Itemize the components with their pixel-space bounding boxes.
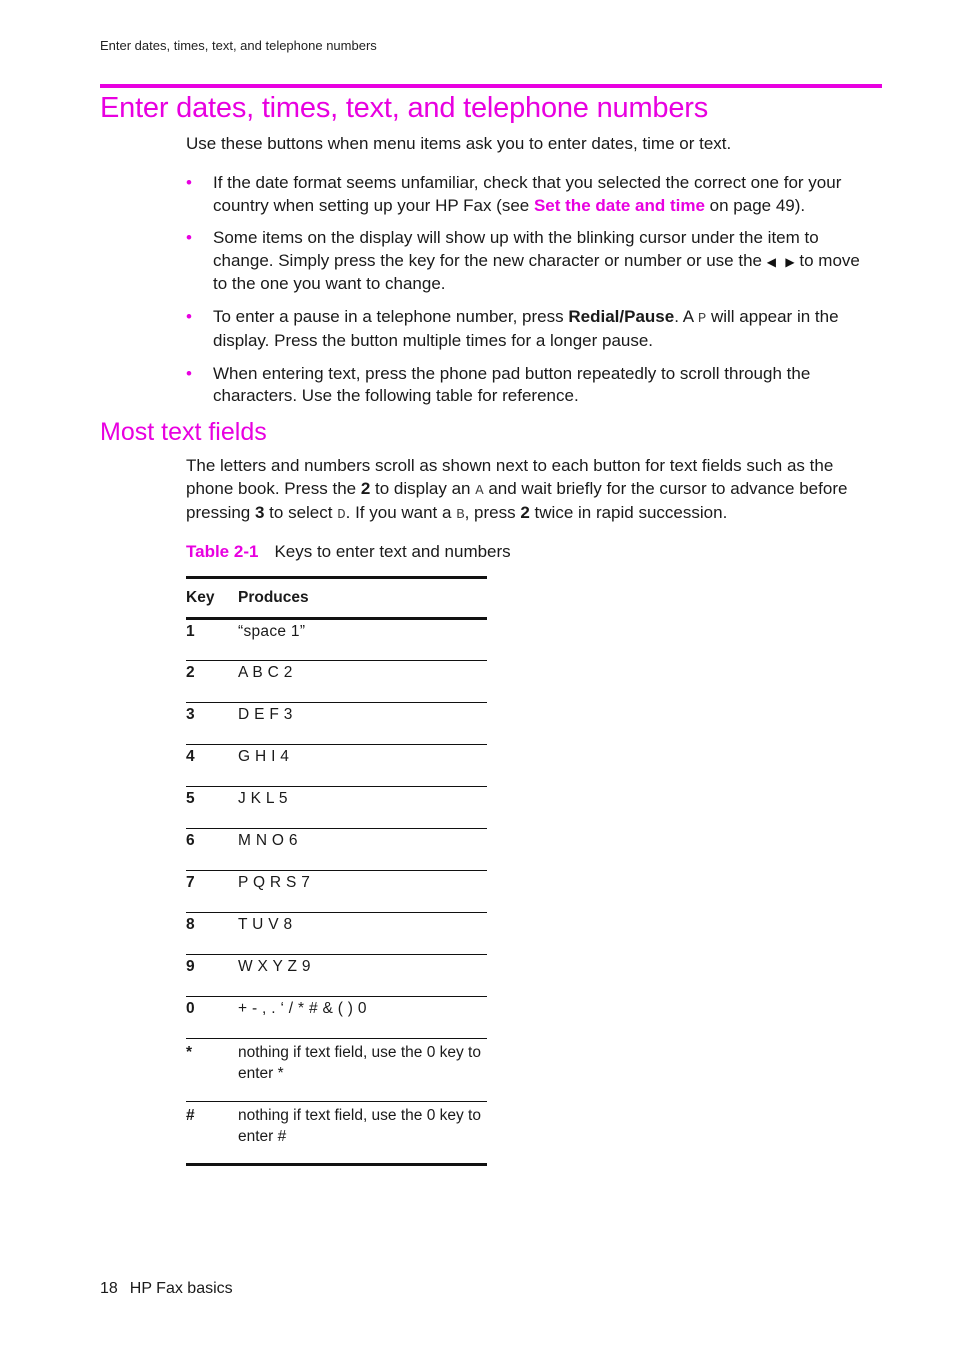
key-cell: 1 (186, 623, 195, 640)
bullet-text: on page 49). (704, 195, 806, 215)
list-item (186, 363, 878, 408)
produces-cell: P Q R S 7 (238, 874, 311, 891)
text-run: . If you want a (345, 503, 457, 522)
bullet-text: When entering text, press the phone pad button repeatedly to scroll through the characters. Use the following table for reference. (213, 363, 811, 405)
key-cell: 0 (186, 1000, 195, 1017)
running-header: Enter dates, times, text, and telephone numbers (100, 38, 377, 53)
set-date-time-link[interactable]: Set the date and time (533, 195, 705, 215)
key-cell: 8 (186, 916, 195, 933)
text-run: , press (464, 503, 521, 522)
key-cell: # (186, 1107, 195, 1124)
section-heading: Most text fields (100, 418, 267, 446)
page-footer (100, 1280, 233, 1298)
keys-table (186, 576, 487, 1166)
produces-cell: A B C 2 (238, 664, 293, 681)
table-caption (186, 542, 511, 562)
bullet-text: To enter a pause in a telephone number, press (213, 306, 569, 326)
produces-cell: nothing if text field, use the 0 key to enter # (238, 1107, 481, 1145)
produces-cell: T U V 8 (238, 916, 293, 933)
key-cell: 2 (186, 664, 195, 681)
bullet-text: If the date format seems unfamiliar, check that you selected the correct one for your country when setting up your HP Fax (see (213, 173, 842, 215)
bullet-text: Some items on the display will show up with the blinking cursor under the item to change. Simply press the key for the new character or number or use the (213, 228, 819, 270)
page-title: Enter dates, times, text, and telephone numbers (100, 92, 709, 124)
bullet-icon: • (186, 173, 192, 192)
section-paragraph (186, 455, 866, 527)
redial-pause-label: Redial/Pause (568, 306, 675, 326)
text-run: The letters and numbers scroll as shown next to each button for text fields such as the phone book. Press the (186, 456, 834, 498)
table-row (186, 913, 487, 955)
char-code: A (475, 482, 484, 499)
produces-cell: nothing if text field, use the 0 key to enter * (238, 1044, 481, 1082)
key-cell: 3 (186, 706, 195, 723)
arrow-right-icon: ▶ (785, 254, 795, 269)
bullet-icon: • (186, 306, 192, 326)
key-cell: 5 (186, 790, 195, 807)
table-row (186, 1039, 487, 1102)
table-row (186, 829, 487, 871)
bullet-text: to move to the one you want to change. (213, 250, 860, 293)
produces-cell: D E F 3 (238, 706, 293, 723)
key-label: 3 (254, 503, 265, 522)
text-run: to select (264, 503, 338, 522)
bullet-icon: • (186, 228, 192, 247)
table-row (186, 1102, 487, 1165)
produces-cell: M N O 6 (238, 832, 298, 849)
key-cell: * (186, 1044, 193, 1061)
arrow-left-icon: ◀ (766, 254, 776, 269)
key-label: 2 (360, 478, 371, 498)
bullet-text: . A (674, 306, 698, 326)
key-label: 2 (520, 503, 530, 522)
produces-cell: “space 1” (238, 623, 306, 640)
list-item (186, 227, 878, 296)
text-run: to display an (370, 478, 476, 498)
footer-section: HP Fax basics (129, 1280, 233, 1297)
table-caption-label: Table 2-1 (186, 542, 259, 561)
text-run: and wait briefly for the cursor to advance before pressing (186, 478, 848, 522)
bullet-list (186, 172, 878, 418)
text-run: twice in rapid succession. (529, 503, 728, 522)
table-caption-text: Keys to enter text and numbers (274, 542, 511, 561)
table-row (186, 745, 487, 787)
char-code: B (456, 507, 465, 523)
bullet-icon: • (186, 363, 192, 383)
list-item (186, 306, 878, 353)
table-row (186, 871, 487, 913)
produces-cell: J K L 5 (238, 790, 288, 807)
list-item (186, 172, 878, 217)
table-row (186, 955, 487, 997)
table-row (186, 661, 487, 703)
produces-cell: W X Y Z 9 (238, 958, 311, 975)
intro-paragraph: Use these buttons when menu items ask you to enter dates, time or text. (186, 134, 732, 153)
char-code: D (337, 507, 346, 523)
key-cell: 9 (186, 958, 195, 975)
table-row (186, 619, 487, 661)
table-row (186, 703, 487, 745)
produces-cell: G H I 4 (238, 748, 290, 765)
key-cell: 6 (186, 832, 195, 849)
key-cell: 7 (186, 874, 195, 891)
key-cell: 4 (186, 748, 195, 765)
table-header-row (186, 578, 487, 619)
bullet-text: will appear in the display. Press the button multiple times for a longer pause. (213, 306, 839, 350)
produces-cell: + - , . ‘ / * # & ( ) 0 (238, 1000, 367, 1017)
page-number: 18 (100, 1280, 118, 1297)
table-row (186, 787, 487, 829)
table-row (186, 997, 487, 1039)
header-key: Key (186, 589, 215, 606)
pause-code: P (697, 310, 707, 327)
title-rule (100, 84, 882, 88)
header-produces: Produces (238, 589, 309, 606)
